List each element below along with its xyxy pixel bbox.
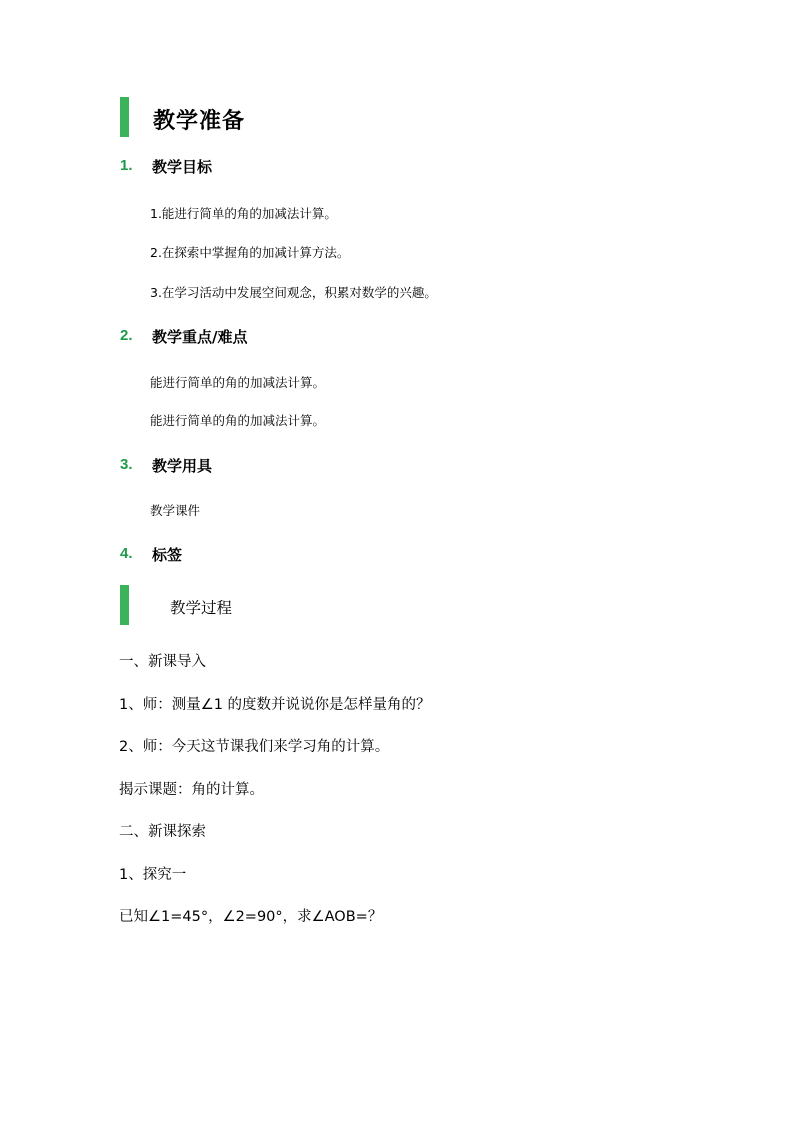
header-accent-bar (120, 97, 129, 137)
process-line-1: 一、新课导入 (119, 654, 206, 670)
section-3-number: 3. (120, 456, 133, 473)
section-1-number: 1. (120, 157, 133, 174)
section-1-title: 教学目标 (152, 158, 213, 176)
section-2-number: 2. (120, 327, 133, 344)
process-title: 教学过程 (170, 599, 233, 617)
objective-item-1: 1.能进行简单的角的加减法计算。 (150, 206, 337, 221)
process-line-4: 揭示课题：角的计算。 (119, 782, 264, 798)
section-4-number: 4. (120, 545, 133, 562)
process-accent-bar (120, 585, 129, 625)
page-title: 教学准备 (153, 109, 246, 134)
keypoint-item-1: 能进行简单的角的加减法计算。 (150, 375, 326, 390)
keypoint-item-2: 能进行简单的角的加减法计算。 (150, 413, 326, 428)
section-4-title: 标签 (152, 546, 183, 564)
objective-item-2: 2.在探索中掌握角的加减计算方法。 (150, 245, 350, 260)
section-2-title: 教学重点/难点 (152, 328, 248, 346)
objective-item-3: 3.在学习活动中发展空间观念，积累对数学的兴趣。 (150, 285, 437, 300)
section-3-title: 教学用具 (152, 457, 213, 475)
process-line-3: 2、师：今天这节课我们来学习角的计算。 (119, 739, 390, 755)
process-line-2: 1、师：测量∠1 的度数并说说你是怎样量角的？ (119, 697, 431, 713)
process-line-6: 1、探究一 (119, 867, 187, 883)
process-line-7: 已知∠1=45°，∠2=90°，求∠AOB=？ (119, 909, 383, 925)
process-line-5: 二、新课探索 (119, 824, 206, 840)
tools-item-1: 教学课件 (150, 503, 201, 518)
